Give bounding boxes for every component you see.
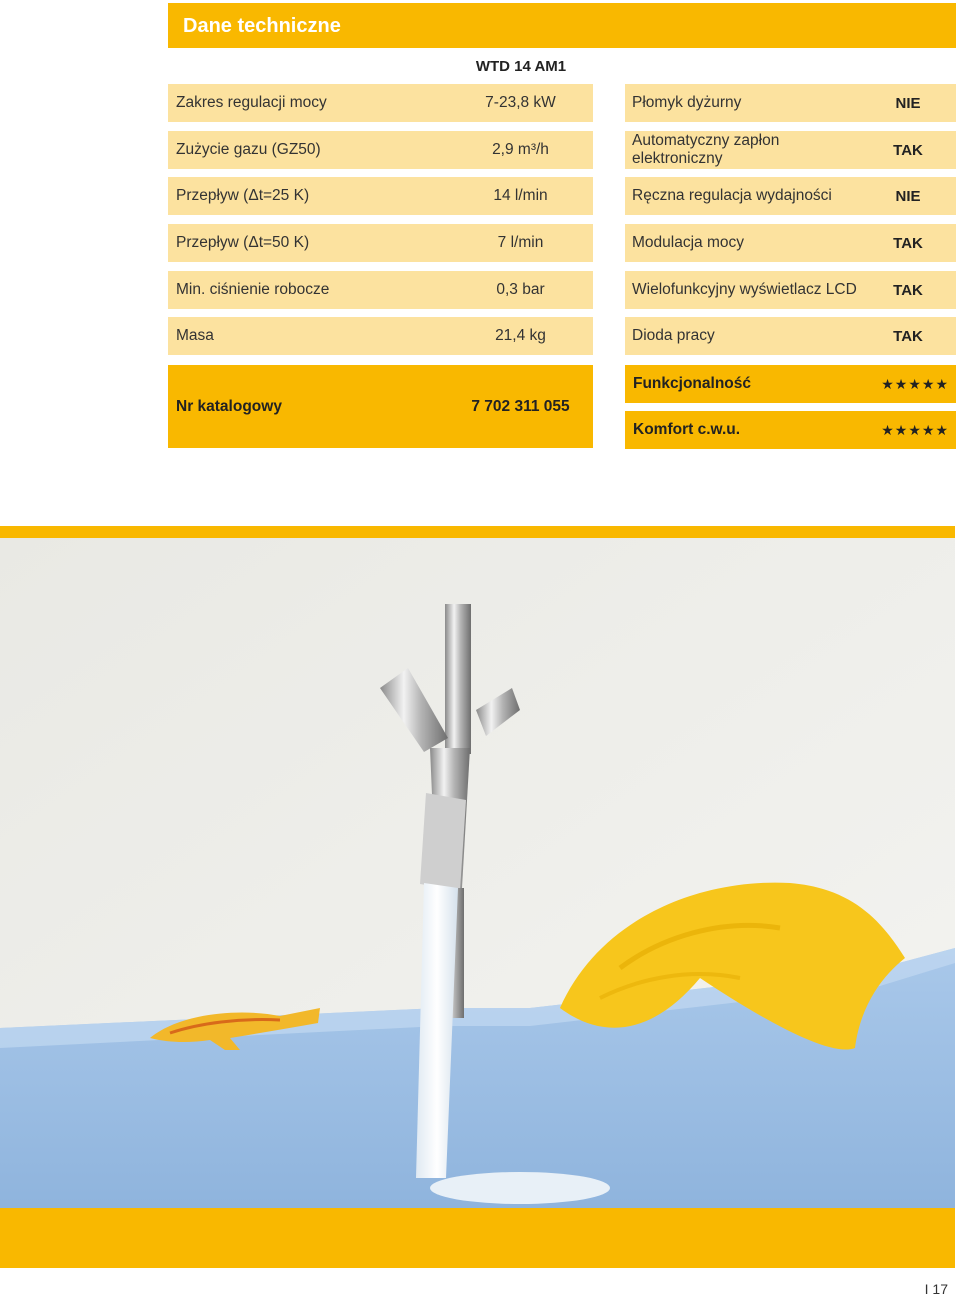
foam bbox=[430, 1172, 610, 1204]
spec-value: 7-23,8 kW bbox=[485, 94, 556, 111]
catalog-number: 7 702 311 055 bbox=[471, 397, 570, 415]
star-rating bbox=[881, 365, 948, 403]
star-icon: ★ bbox=[881, 376, 894, 392]
feature-row bbox=[625, 317, 956, 355]
feature-flag: NIE bbox=[895, 187, 921, 205]
spec-row bbox=[168, 317, 593, 355]
star-icon: ★ bbox=[894, 376, 908, 392]
feature-flag: TAK bbox=[893, 281, 923, 299]
footer-bar bbox=[0, 1208, 955, 1268]
spec-value: 2,9 m³/h bbox=[492, 141, 549, 158]
photo-top-accent-bar bbox=[0, 526, 955, 538]
feature-row bbox=[625, 131, 956, 169]
feature-label: Automatyczny zapłon elektroniczny bbox=[632, 132, 780, 167]
faucet-bathtub-illustration bbox=[0, 538, 955, 1208]
faucet-hand-shower bbox=[445, 604, 471, 754]
feature-label: Ręczna regulacja wydajności bbox=[632, 187, 832, 204]
feature-flag: NIE bbox=[895, 94, 921, 112]
rating-row bbox=[625, 411, 956, 449]
star-icon: ★ bbox=[908, 422, 921, 438]
spec-row bbox=[168, 271, 593, 309]
star-icon: ★ bbox=[921, 422, 935, 438]
spec-row bbox=[168, 131, 593, 169]
model-name: WTD 14 AM1 bbox=[475, 58, 567, 75]
spec-value: 21,4 kg bbox=[495, 327, 546, 344]
spec-value: 7 l/min bbox=[497, 234, 544, 251]
spec-value: 0,3 bar bbox=[496, 281, 545, 298]
spec-label: Masa bbox=[176, 327, 214, 344]
star-icon: ★ bbox=[908, 376, 921, 392]
feature-row bbox=[625, 224, 956, 262]
spec-row bbox=[168, 224, 593, 262]
feature-label: Wielofunkcyjny wyświetlacz LCD bbox=[632, 281, 857, 298]
section-header bbox=[168, 3, 956, 48]
faucet-spout bbox=[420, 793, 466, 890]
star-icon: ★ bbox=[881, 422, 894, 438]
spec-row bbox=[168, 177, 593, 215]
spec-row bbox=[168, 84, 593, 122]
feature-label: Płomyk dyżurny bbox=[632, 94, 742, 111]
rating-row bbox=[625, 365, 956, 403]
feature-label: Dioda pracy bbox=[632, 327, 715, 344]
catalog-row bbox=[168, 365, 593, 448]
feature-flag: TAK bbox=[893, 141, 923, 159]
feature-row bbox=[625, 177, 956, 215]
rating-label: Funkcjonalność bbox=[633, 375, 751, 392]
bathroom-photo bbox=[0, 538, 955, 1208]
spec-label: Przepływ (Δt=50 K) bbox=[176, 234, 310, 251]
page-number: I 17 bbox=[924, 1281, 948, 1297]
spec-value: 14 l/min bbox=[493, 187, 548, 204]
feature-label: Modulacja mocy bbox=[632, 234, 744, 251]
star-icon: ★ bbox=[921, 376, 935, 392]
spec-label: Zakres regulacji mocy bbox=[176, 94, 327, 111]
rating-label: Komfort c.w.u. bbox=[633, 421, 741, 438]
star-rating bbox=[881, 411, 948, 449]
star-icon: ★ bbox=[935, 376, 948, 392]
catalog-label: Nr katalogowy bbox=[176, 397, 282, 415]
spec-label: Zużycie gazu (GZ50) bbox=[176, 141, 321, 158]
star-icon: ★ bbox=[894, 422, 908, 438]
feature-flag: TAK bbox=[893, 327, 923, 345]
feature-row bbox=[625, 84, 956, 122]
feature-row bbox=[625, 271, 956, 309]
feature-flag: TAK bbox=[893, 234, 923, 252]
section-title: Dane techniczne bbox=[183, 15, 341, 37]
star-icon: ★ bbox=[935, 422, 948, 438]
spec-label: Przepływ (Δt=25 K) bbox=[176, 187, 310, 204]
spec-label: Min. ciśnienie robocze bbox=[176, 281, 330, 298]
